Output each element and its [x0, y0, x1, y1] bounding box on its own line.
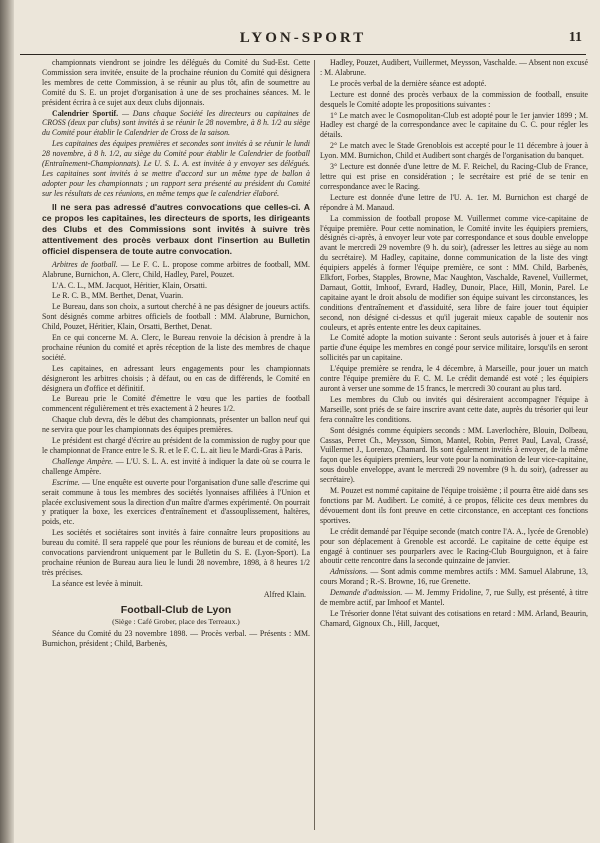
admissions-text: — Sont admis comme membres actifs : MM. Samuel Alabrune, 13, cours Morand ; R.-S. Browne, 16, rue Grenette. — [320, 567, 588, 587]
calendar-paragraph — [42, 109, 310, 139]
right-para-14: Le crédit demandé par l'équipe seconde (match contre l'A. A., lycée de Grenoble) pour son déplacement à Grenoble est accordé. Le capitaine de cette équipe est engagé à continuer ses pourparlers avec le Racing-Club Bourguignon, et à faire aboutir cette rencontre dans la seconde quinzaine de janvier. — [320, 526, 588, 566]
masthead-title: LYON-SPORT — [239, 30, 367, 46]
escrime-text: — Une enquête est ouverte pour l'organisation d'une salle d'escrime qui serait commune à tous les membres des sociétés lyonnaises affiliées à l'Union et placée exclusivement sous la direction d'un maître d'armes expérimenté. On pourrait y pratiquer la boxe, les exercices d'entraînement et d'assouplissement, haltères, poids, etc. — [42, 477, 310, 527]
column-divider — [314, 60, 315, 830]
arbitres-para-6: Le Bureau prie le Comité d'émettre le vœu que les parties de football commencent régulièrement et très exactement à 2 heures 1/2. — [42, 394, 310, 414]
calendar-text: — Dans chaque Société les directeurs ou capitaines de CROSS (deux par clubs) sont invités à se réunir le 28 novembre, à 8 h. 1/2 au siège du Comité pour établir le Calendrier de Cross de la saison. — [42, 108, 310, 138]
arbitres-para-8: Le président est chargé d'écrire au président de la commission de rugby pour que le championnat de France entre le S. R. et le F. C. L. ait lieu le Mardi-Gras à Paris. — [42, 436, 310, 455]
arbitres-paragraph — [42, 260, 310, 280]
left-column — [42, 58, 310, 838]
right-para-10: L'équipe première se rendra, le 4 décembre, à Marseille, pour jouer un match contre l'équipe première du F. C. M. Le crédit demandé est voté ; les équipiers auront à verser une somme de 15 francs, le mercredi 30 courant au plus tard. — [320, 364, 588, 393]
arbitres-text: — Le F. C. L. propose comme arbitres de football, MM. Alabrune, Burnichon, A. Clerc, Child, Hadley, Parel, Pouzet. — [42, 259, 310, 279]
escrime-paragraph — [42, 478, 310, 528]
challenge-paragraph — [42, 457, 310, 477]
arbitres-heading: Arbitres de football. — [52, 259, 118, 269]
page-header — [20, 30, 586, 55]
book-binding-edge — [0, 0, 14, 843]
signature: Alfred Klain. — [263, 589, 306, 599]
closing-para-2: La séance est levée à minuit. — [52, 578, 143, 588]
captains-paragraph: Les capitaines des équipes premières et secondes sont invités à se réunir le lundi 28 novembre, à 8 h. 1/2, au siège du Comité pour établir le Calendrier de football (Entraînement-Championnats). Le U. S. L. A. est invitée à y envoyer ses délégués. Les capitaines sont invités à se mettre d'accord sur un même type de ballon à adopter pour les championnats ; un rapport sera présenté au président du Comité sur les résultats de ces réunions, en même temps que le calendrier élaboré. — [42, 139, 310, 198]
challenge-heading: Challenge Ampère. — [52, 456, 114, 466]
right-para-9: Le Comité adopte la motion suivante : Seront seuls autorisés à jouer et à faire partie d'une équipe les membres en congé pour service militaire, lorsqu'ils en seront sollicités par un capitaine. — [320, 333, 588, 363]
right-para-11: Les membres du Club ou invités qui désireraient accompagner l'équipe à Marseille, sont priés de se faire inscrire avant cette date, auprès du trésorier qui leur fera connaître les conditions. — [320, 394, 588, 424]
right-para-4: 1° Le match avec le Cosmopolitan-Club est adopté pour le 1er janvier 1899 ; M. Hadley est chargé de la correspondance avec le capitaine du C. C. pour régler les détails. — [320, 110, 588, 140]
arbitres-para-2: Le R. C. B., MM. Berthet, Denat, Vuarin. — [52, 291, 184, 301]
right-para-12: Sont désignés comme équipiers seconds : MM. Laverlochère, Blouin, Dolbeau, Cassas, Perret Ch., Meysson, Simon, Mantel, Robin, Perret Paul, Laval, Crassé, Vuillermet J., Lorenzo, Chamard. Ils sont également invités à envoyer, de la même façon que les équipiers premiers, leur vote pour la nomination de leur vice-capitaine, sous double enveloppe, avant le mercredi 29 novembre (9 h. du soir), (adresser au secrétaire). — [320, 425, 588, 485]
right-para-2: Le procès verbal de la dernière séance est adopté. — [330, 78, 487, 88]
arbitres-para-4: En ce qui concerne M. A. Clerc, le Bureau renvoie la décision à prendre à la prochaine réunion du comité et après réception de la liste des membres de chaque société. — [42, 333, 310, 362]
admissions-paragraph — [320, 567, 588, 587]
arbitres-para-3: Le Bureau, dans son choix, a surtout cherché à ne pas désigner de joueurs actifs. Sont désignés comme arbitres officiels de football : MM. Alabrune, Burnichon, Child, Pouzet, Héritier, Klain, Orsatti, Berthet, Denat. — [42, 302, 310, 332]
arbitres-para-1: L'A. C. L., MM. Jacquot, Héritier, Klain, Orsatti. — [52, 280, 207, 290]
right-para-3: Lecture est donné des procès verbaux de la commission de football, ensuite desquels le Comité adopte les propositions suivantes : — [320, 89, 588, 109]
seance-paragraph: Séance du Comité du 23 novembre 1898. — Procès verbal. — Présents : MM. Burnichon, président ; Child, Barbenès, — [42, 629, 310, 649]
challenge-text: — L'U. S. L. A. est invité à indiquer la date où se courra le challenge Ampère. — [42, 456, 310, 476]
tresorier-paragraph: Le Trésorier donne l'état suivant des cotisations en retard : MM. Arland, Beaurin, Chamard, Gignoux Ch., Hill, Jacquet, — [320, 608, 588, 628]
right-column — [320, 58, 588, 838]
intro-paragraph: championnats viendront se joindre les délégués du Comité du Sud-Est. Cette Commission sera invitée, ensuite de la prochaine réunion du Comité qui désignera les membres de cette Commission, à se réunir au plus tôt, afin de soumettre au Comité du S. E. un projet d'organisation à une de ses prochaines séances. M. le président écrira à ce sujet aux deux clubs dijonnais. — [42, 58, 310, 107]
demande-paragraph — [320, 588, 588, 608]
calendar-heading: Calendrier Sportif. — [52, 108, 119, 118]
right-para-1: Hadley, Pouzet, Audibert, Vuillermet, Meysson, Vaschalde. — Absent non excusé : M. Alabrune. — [320, 58, 588, 77]
admissions-heading: Admissions. — [330, 567, 368, 577]
demande-text: — M. Jemmy Fridoline, 7, rue Sully, est présenté, à titre de membre actif, par Imhoof et Mantel. — [320, 588, 588, 608]
right-para-8: La commission de football propose M. Vuillermet comme vice-capitaine de l'équipe première. Pour cette nomination, le Comité invite les équipiers premiers, désignés ci-après, à envoyer leur vote par correspondance et sous double enveloppe avant le mercredi 29 novembre (9 h. du soir), (adresser les lettres au siège au nom du secrétaire). M Hadley, capitaine, donne communication de la liste des vingt équipiers appelés à former l'équipe première, ce sont : MM. Child, Barbenès, Elkfort, Forbes, Stapples, Browne, Mac Naughton, Vaschalde, Ravenel, Vuillermet, Darnaut, Gottit, Imhoof, Evrard, Hadley, Dunoir, Place, Hill, Monin, Parel. Le capitaine ayant le droit absolu de modifier son équipe suivant les circonstances, les conditions d'entraînement et d'assiduité, sera libre de faire jouer tout équipier second, non désigné ci-dessus et qu'il jugerait mieux capable de soutenir nos couleurs, et après entente entre les deux capitaines. — [320, 213, 588, 332]
right-para-13: M. Pouzet est nommé capitaine de l'équipe troisième ; il pourra être aidé dans ses fonctions par M. Audibert. Le comité, à ce propos, félicite ces deux membres du dévouement dont ils font preuve en cette circonstance, en acceptant ces fonctions sportives. — [320, 486, 588, 525]
right-para-7: Lecture est donnée d'une lettre de l'U. A. 1er. M. Burnichon est chargé de répondre à M. Manaud. — [320, 192, 588, 212]
section-subtitle: (Siège : Café Grober, place des Terreaux.) — [112, 616, 240, 626]
closing-para-1: Les sociétés et sociétaires sont invités à faire connaître leurs propositions au bureau du comité. Il sera rappelé que pour les réunions de bureau et de comité, les convocations parviendront uniquement par le Bulletin du S. E. (Lyon-Sport). La prochaine réunion de Bureau aura lieu le lundi 28 novembre, 1898, à 8 heures 1/2 très précises. — [42, 528, 310, 577]
arbitres-para-7: Chaque club devra, dès le début des championnats, présenter un ballon neuf qui ne servira que pour les championnats des équipes premières. — [42, 415, 310, 435]
right-para-5: 2° Le match avec le Stade Grenoblois est accepté pour le 11 décembre à jouer à Lyon. MM. Burnichon, Child et Audibert sont chargés de l'organisation du banquet. — [320, 141, 588, 161]
page-number: 11 — [568, 30, 582, 45]
arbitres-para-5: Les capitaines, en adressant leurs engagements pour les championnats désigneront les arbitres choisis ; à défaut, ou en cas de différends, le Comité en désignera un d'office et définitif. — [42, 363, 310, 393]
demande-heading: Demande d'admission. — [330, 588, 403, 598]
convocation-notice: Il ne sera pas adressé d'autres convocations que celles-ci. A ce propos les capitaines, les directeurs de sports, les dirigeants des Clubs et des Commissions sont invités à suivre très attentivement des procès verbaux dont l'insertion au Bulletin officiel dispensera de toute autre convocation. — [42, 201, 310, 256]
section-title: Football-Club de Lyon — [120, 603, 232, 616]
escrime-heading: Escrime. — [52, 477, 80, 487]
right-para-6: 3° Lecture est donnée d'une lettre de M. F. Reichel, du Racing-Club de France, lettre qui est prise en considération ; le secrétaire est prié de se tenir en correspondance avec le Racing. — [320, 162, 588, 191]
